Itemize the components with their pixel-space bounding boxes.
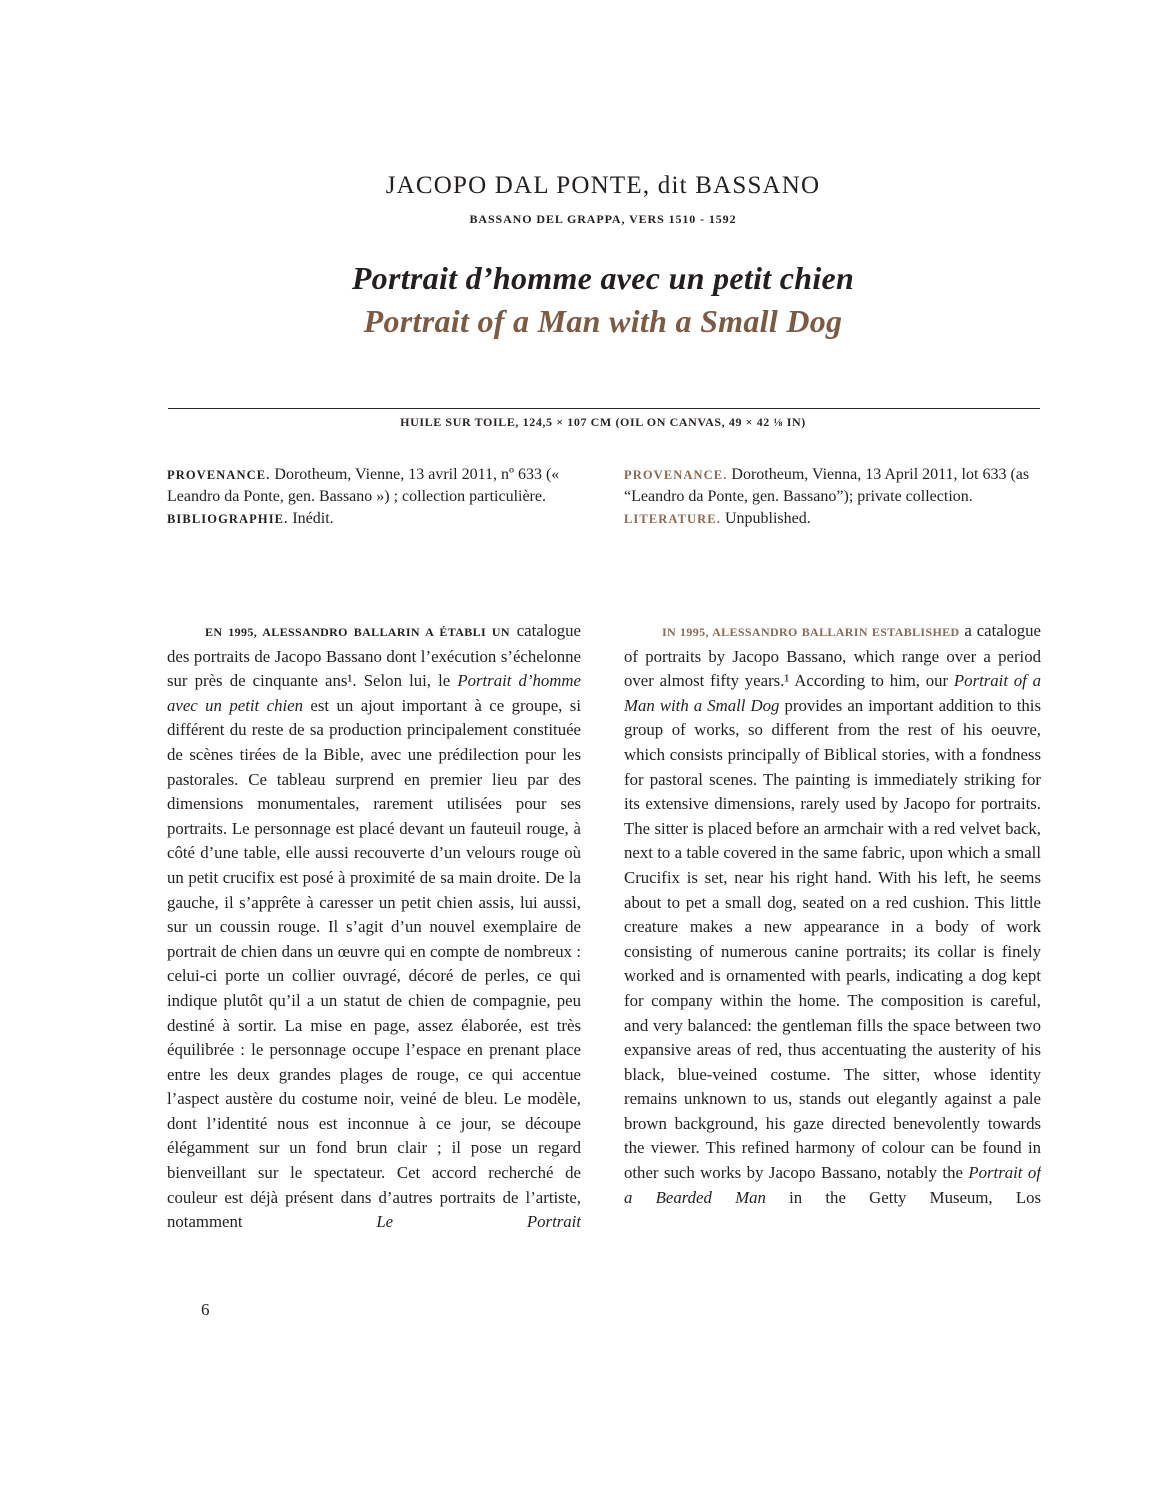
literature-text: Unpublished. xyxy=(720,509,811,527)
artist-name-heading: JACOPO DAL PONTE, dit BASSANO xyxy=(385,172,821,199)
provenance-block-english xyxy=(624,464,1041,530)
provenance-text: Dorotheum, Vienne, 13 avril 2011, nº 633 (« Leandro da Ponte, gen. Bassano ») ; collection particulière. xyxy=(167,466,560,506)
artwork-title-english: Portrait of a Man with a Small Dog xyxy=(363,303,843,339)
literature-label: LITERATURE. xyxy=(624,511,721,526)
provenance-entry xyxy=(624,464,1041,508)
bibliography-label: BIBLIOGRAPHIE. xyxy=(167,511,289,526)
page-number: 6 xyxy=(201,1300,210,1319)
artist-dates: BASSANO DEL GRAPPA, VERS 1510 - 1592 xyxy=(469,212,737,226)
medium-dimensions-line: HUILE SUR TOILE, 124,5 × 107 CM (OIL ON CANVAS, 49 × 42 ⅛ IN) xyxy=(400,415,806,429)
provenance-block-french xyxy=(167,464,581,530)
bibliography-text: Inédit. xyxy=(288,509,334,527)
provenance-text: Dorotheum, Vienna, 13 April 2011, lot 633 (as “Leandro da Ponte, gen. Bassano”); private collection. xyxy=(624,466,1030,506)
literature-entry xyxy=(624,508,1041,530)
provenance-label: PROVENANCE. xyxy=(167,468,271,482)
provenance-entry xyxy=(167,464,581,508)
essay-column-english xyxy=(624,619,1041,1285)
essay-paragraph-french: EN 1995, ALESSANDRO BALLARIN A ÉTABLI UN catalogue des portraits de Jacopo Bassano dont l’exécution s’échelonne sur près de cinquante ans¹. Selon lui, le Portrait d’homme avec un petit chien est un ajout important à ce groupe, si différent du reste de sa production principalement constituée de scènes tirées de la Bible, avec une prédilection pour les pastorales. Ce tableau surprend en premier lieu par des dimensions monumentales, rarement utilisées pour ses portraits. Le personnage est placé devant un fauteuil rouge, à côté d’une table, elle aussi recouverte d’un velours rouge où un petit crucifix est posé à proximité de sa main droite. De la gauche, il s’apprête à caresser un petit chien assis, lui aussi, sur un coussin rouge. Il s’agit d’un nouvel exemplaire de portrait de chien dans un œuvre qui en compte de nombreux : celui-ci porte un collier ouvragé, décoré de perles, ce qui indique plutôt qu’il a un statut de chien de compagnie, peu destiné à sortir. La mise en page, assez élaborée, est très équilibrée : le personnage occupe l’espace en prenant place entre les deux grandes plages de rouge, ce qui accentue l’aspect austère du costume noir, veiné de bleu. Le modèle, dont l’identité nous est inconnue à ce jour, se découpe élégamment sur un fond brun clair ; il pose un regard bienveillant sur le spectateur. Cet accord recherché de couleur est déjà présent dans d’autres portraits de l’artiste, notamment Le Portrait xyxy=(167,621,581,1232)
essay-column-french xyxy=(167,619,581,1285)
essay-paragraph-english: IN 1995, ALESSANDRO BALLARIN ESTABLISHED a catalogue of portraits by Jacopo Bassano, which range over a period over almost fifty years.¹ According to him, our Portrait of a Man with a Small Dog provides an important addition to this group of works, so different from the rest of his oeuvre, which consists principally of Biblical stories, with a fondness for pastoral scenes. The painting is immediately striking for its extensive dimensions, rarely used by Jacopo for portraits. The sitter is placed before an armchair with a red velvet back, next to a table covered in the same fabric, upon which a small Crucifix is set, near his right hand. With his left, he seems about to pet a small dog, seated on a red cushion. This little creature makes a new appearance in a body of work consisting of numerous canine portraits; its collar is finely worked and is ornamented with pearls, indicating a dog kept for company within the home. The composition is careful, and very balanced: the gentleman fills the space between two expansive areas of red, thus accentuating the austerity of his black, blue-veined costume. The sitter, whose identity remains unknown to us, stands out elegantly against a pale brown background, his gaze directed benevolently towards the viewer. This refined harmony of colour can be found in other such works by Jacopo Bassano, notably the Portrait of a Bearded Man in the Getty Museum, Los xyxy=(624,621,1041,1207)
divider-rule xyxy=(168,408,1040,409)
provenance-label: PROVENANCE. xyxy=(624,468,728,482)
artwork-title-french: Portrait d’homme avec un petit chien xyxy=(351,260,855,296)
bibliography-entry xyxy=(167,508,581,530)
